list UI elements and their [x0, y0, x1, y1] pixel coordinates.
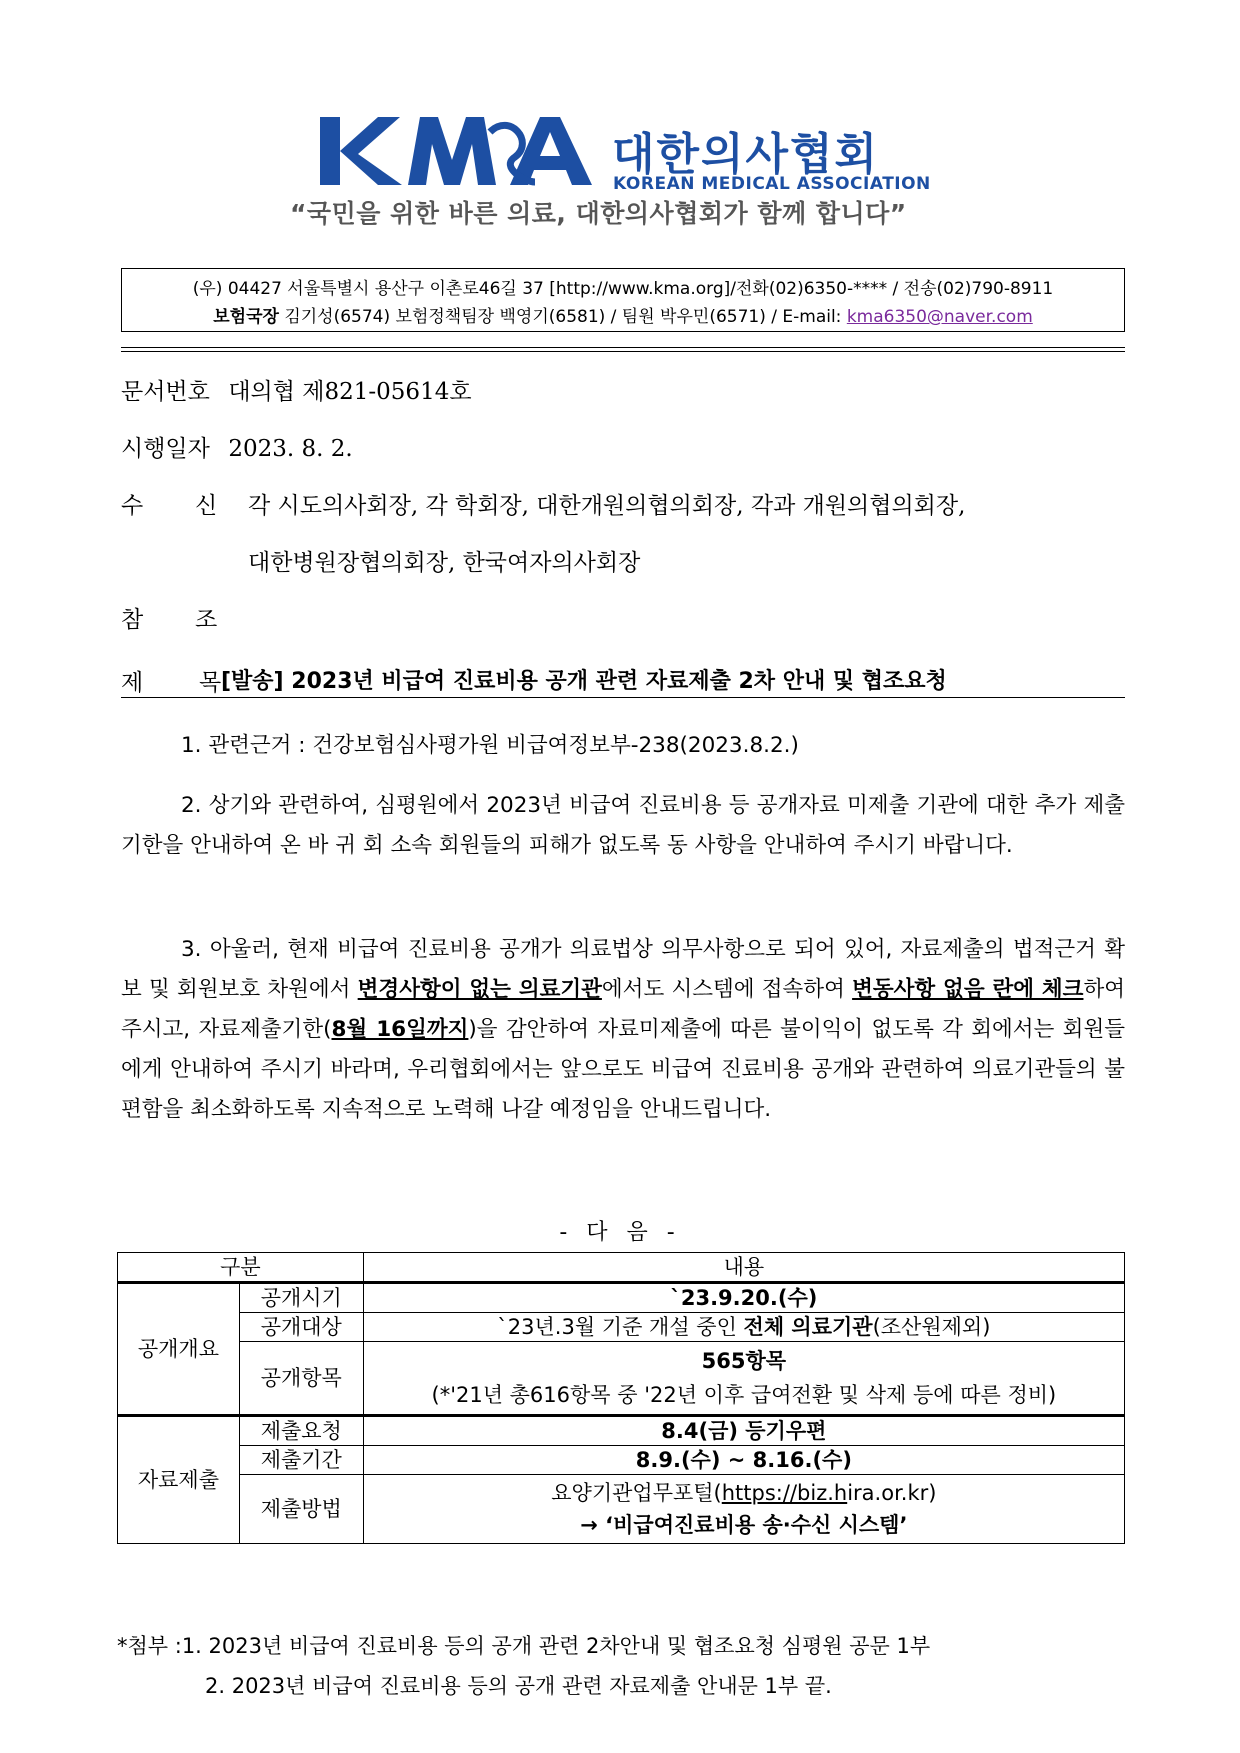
row-value: `23.9.20.(수) — [363, 1283, 1124, 1313]
doc-number-row — [121, 373, 472, 406]
subject-label-b: 목 — [199, 670, 222, 696]
r2-bold: 전체 의료기관 — [743, 1315, 873, 1339]
p3-underline-3: 8월 16일까지 — [331, 1017, 469, 1042]
portal-link[interactable]: https://biz.h — [721, 1481, 848, 1505]
date-label: 시행일자 — [121, 436, 210, 462]
slogan: “국민을 위한 바른 의료, 대한의사협회가 함께 합니다” — [290, 199, 907, 228]
issue-date: 2023. 8. 2. — [228, 436, 353, 462]
r6-pre: 요양기관업무포털( — [551, 1481, 722, 1505]
subject-title: [발송] 2023년 비급여 진료비용 공개 관련 자료제출 2차 안내 및 협조요청 — [221, 669, 947, 694]
header-divider — [121, 347, 1125, 352]
recipient-line2: 대한병원장협의회장, 한국여자의사회장 — [248, 550, 641, 576]
row-label: 공개항목 — [239, 1342, 363, 1416]
attachment-1: *첨부 :1. 2023년 비급여 진료비용 등의 공개 관련 2차안내 및 협조요청 심평원 공문 1부 — [117, 1634, 931, 1658]
group-overview: 공개개요 — [118, 1283, 240, 1416]
r2-post: (조산원제외) — [872, 1315, 991, 1339]
kma-logo-icon — [320, 112, 600, 192]
paragraph-2: 2. 상기와 관련하여, 심평원에서 2023년 비급여 진료비용 등 공개자료 미제출 기관에 대한 추가 제출기한을 안내하여 온 바 귀 회 소속 회원들의 피해가 없도록 동 사항을 안내하여 주시기 바랍니다. — [121, 793, 1125, 858]
p3-text-d: )을 감안하여 자료미제출에 따른 불이익이 없도록 각 회에서는 회원들에게 안내하여 주시기 바라며, 우리협회에서는 앞으로도 비급여 진료비용 공개와 관련하여 의료기관들의 불편함을 최소화하도록 지속적으로 노력해 나갈 예정임을 안내드립니다. — [121, 1017, 1125, 1122]
date-row — [121, 430, 353, 463]
disclosure-table — [117, 1252, 1125, 1544]
group-submission: 자료제출 — [118, 1416, 240, 1544]
section-marker: - 다 음 - — [559, 1220, 681, 1245]
row-label: 제출방법 — [239, 1475, 363, 1544]
row-value: 8.4(금) 등기우편 — [363, 1416, 1124, 1446]
row-value — [363, 1475, 1124, 1544]
r6-system: → ‘비급여진료비용 송·수신 시스템’ — [580, 1513, 908, 1537]
table-row — [118, 1342, 1125, 1416]
row-label: 공개대상 — [239, 1313, 363, 1342]
p3-underline-1: 변경사항이 없는 의료기관 — [357, 977, 602, 1002]
row-label: 제출기간 — [239, 1446, 363, 1475]
reference-label-b: 조 — [195, 607, 218, 633]
table-row — [118, 1283, 1125, 1313]
dept-label: 보험국장 — [213, 307, 279, 327]
p3-underline-2: 변동사항 없음 란에 체크 — [852, 977, 1084, 1002]
paragraph-1: 1. 관련근거 : 건강보험심사평가원 비급여정보부-238(2023.8.2.) — [181, 733, 799, 758]
row-value: 8.9.(수) ~ 8.16.(수) — [363, 1446, 1124, 1475]
doc-number: 대의협 제821-05614호 — [228, 379, 472, 405]
row-label: 제출요청 — [239, 1416, 363, 1446]
recipient-label-b: 신 — [195, 493, 218, 519]
org-name-korean: 대한의사협회 — [612, 129, 880, 180]
r3-bold: 565항목 — [701, 1349, 787, 1373]
table-row — [118, 1416, 1125, 1446]
staff-list: 김기성(6574) 보험정책팀장 백영기(6581) / 팀원 박우민(6571) / E-mail: — [278, 307, 847, 327]
recipient-label-a: 수 — [121, 493, 144, 519]
reference-row — [121, 601, 218, 634]
subject-divider — [121, 697, 1125, 698]
doc-number-label: 문서번호 — [121, 379, 210, 405]
table-row — [118, 1313, 1125, 1342]
letterhead-logo — [320, 112, 940, 252]
contact-staff — [122, 302, 1124, 327]
p3-text-c: 하여 주시고, 자료제출기한( — [121, 977, 1126, 1042]
header-category: 구분 — [118, 1253, 364, 1283]
table-row — [118, 1475, 1125, 1544]
subject-label-a: 제 — [121, 670, 144, 696]
table-row — [118, 1446, 1125, 1475]
r3-note: (*'21년 총616항목 중 '22년 이후 급여전환 및 삭제 등에 따른 정비) — [431, 1383, 1057, 1407]
org-name-english: KOREAN MEDICAL ASSOCIATION — [613, 174, 931, 194]
r2-pre: `23년.3월 기준 개설 중인 — [497, 1315, 744, 1339]
row-label: 공개시기 — [239, 1283, 363, 1313]
contact-box — [121, 268, 1125, 332]
contact-address: (우) 04427 서울특별시 용산구 이촌로46길 37 [http://www.kma.org]/전화(02)6350-**** / 전송(02)790-8911 — [192, 279, 1054, 299]
recipient-row — [121, 487, 218, 520]
reference-label-a: 참 — [121, 607, 144, 633]
row-value — [363, 1342, 1124, 1416]
header-content: 내용 — [363, 1253, 1124, 1283]
row-value — [363, 1313, 1124, 1342]
p3-text-a: 3. 아울러, 현재 비급여 진료비용 공개가 의료법상 의무사항으로 되어 있어, 자료제출의 법적근거 확보 및 회원보호 차원에서 — [121, 937, 1125, 1002]
r6-post: ira.or.kr) — [847, 1481, 937, 1505]
table-header-row — [118, 1253, 1125, 1283]
paragraph-3 — [121, 930, 1125, 1130]
email-link[interactable]: kma6350@naver.com — [846, 307, 1033, 327]
p3-text-b: 에서도 시스템에 접속하여 — [601, 977, 853, 1002]
attachment-2: 2. 2023년 비급여 진료비용 등의 공개 관련 자료제출 안내문 1부 끝. — [205, 1674, 832, 1698]
recipient-line1: 각 시도의사회장, 각 학회장, 대한개원의협의회장, 각과 개원의협의회장, — [248, 493, 966, 519]
